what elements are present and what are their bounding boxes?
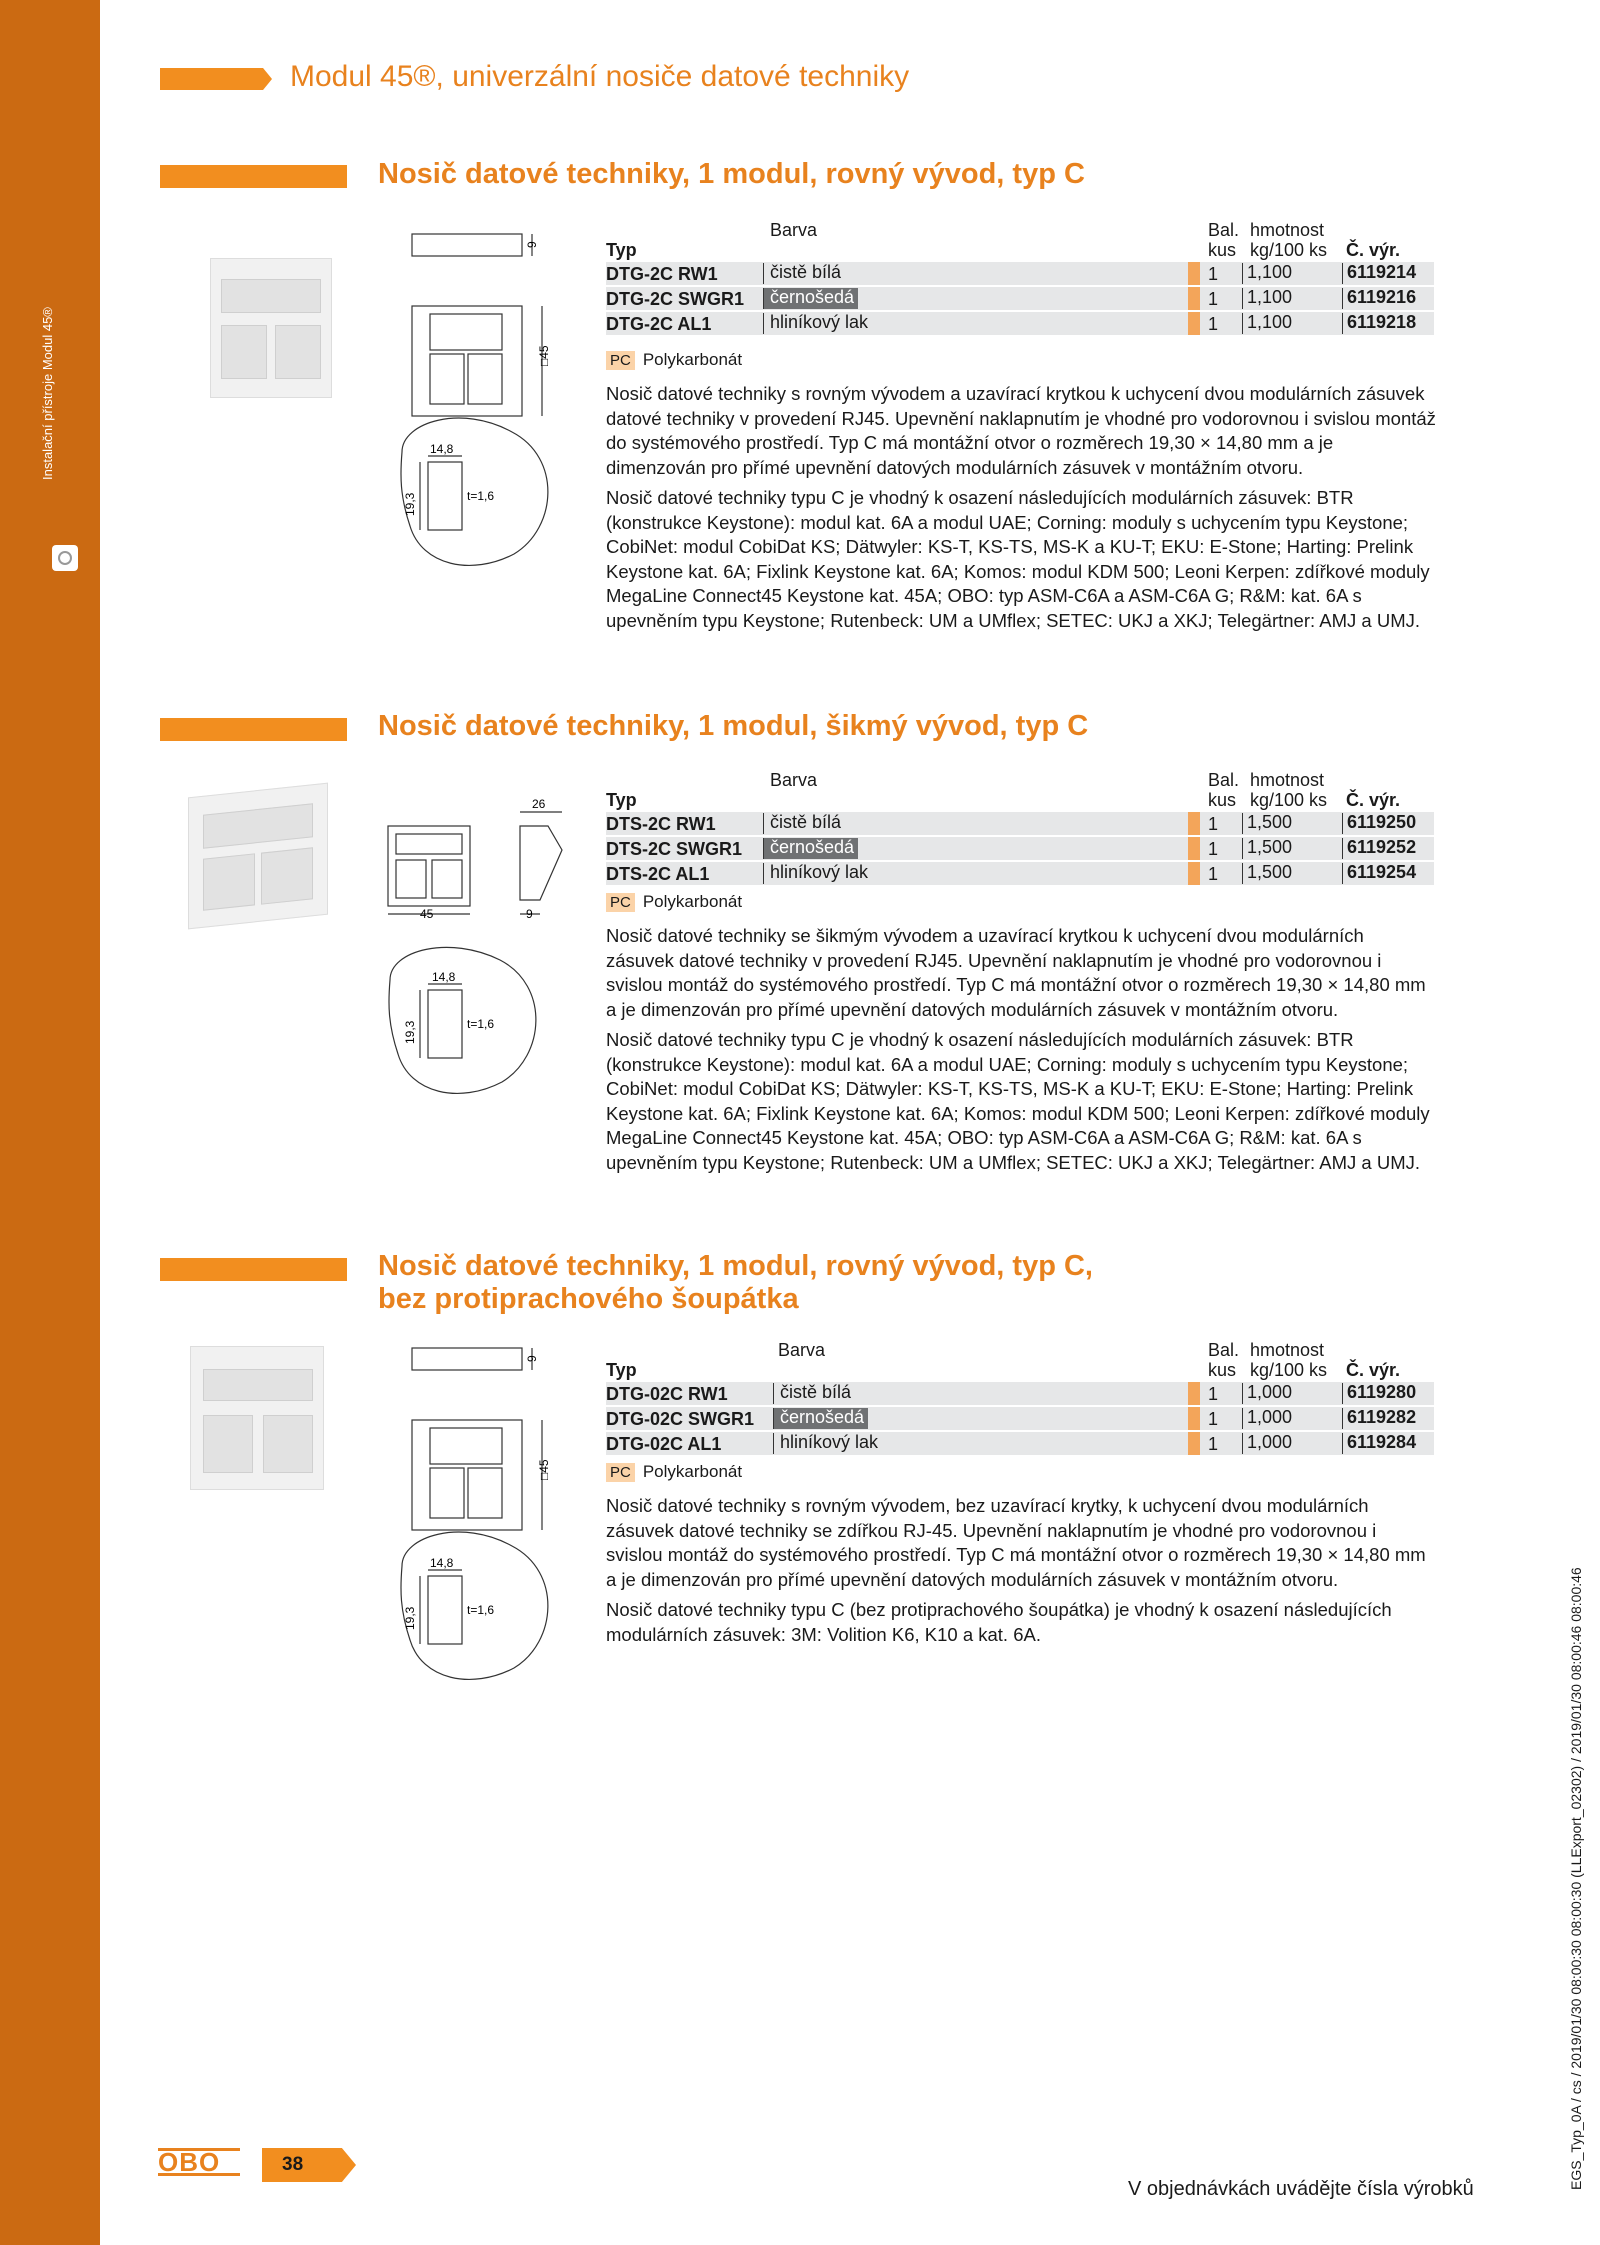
col-kg: kg/100 ks bbox=[1250, 1360, 1328, 1380]
dim-label: □45 bbox=[537, 345, 551, 366]
description: Nosič datové techniky s rovným vývodem, bez uzavírací krytky, k uchycení dvou modulárních zásuvek datové techniky se zdířkou RJ-45. Upevnění naklapnutím je vhodné pro vodorovnou i svislou montáž do systémového prostředí. Typ C má montážní otvor o rozměrech 19,30 × 14,80 mm a je dimenzován pro přímé upevnění datových modulárních zásuvek v montážním otvoru. Nosič datové techniky typu C (bez protiprachového šoupátka) je vhodný k osazení následujících modulárních zásuvek: 3M: Volition K6, K10 a kat. 6A. bbox=[606, 1495, 1426, 1645]
material-note: PC Polykarbonát bbox=[606, 350, 742, 370]
col-hmotnost: hmotnost bbox=[1250, 770, 1325, 790]
col-kus: kus bbox=[1208, 240, 1237, 260]
dim-label: 45 bbox=[420, 907, 434, 921]
sidebar-label: Instalační přístroje Modul 45® bbox=[40, 307, 55, 480]
table-row: DTG-02C SWGR1 černošedá 1 1,000 6119282 bbox=[606, 1407, 1434, 1430]
section-title: Nosič datové techniky, 1 modul, šikmý vývod, typ C bbox=[378, 710, 1089, 742]
dim-label: t=1,6 bbox=[467, 1017, 495, 1031]
socket-icon bbox=[52, 545, 78, 571]
dim-label: 19,3 bbox=[403, 1020, 417, 1044]
col-cislo: Č. výr. bbox=[1346, 1360, 1401, 1380]
page-number: 38 bbox=[282, 2154, 304, 2175]
product-photo bbox=[188, 783, 328, 930]
product-table bbox=[606, 1340, 1434, 1457]
section-title: Nosič datové techniky, 1 modul, rovný vývod, typ C bbox=[378, 158, 1085, 190]
table-row: DTG-02C RW1 čistě bílá 1 1,000 6119280 bbox=[606, 1382, 1434, 1405]
col-typ: Typ bbox=[606, 1360, 637, 1380]
table-row: DTG-2C RW1 čistě bílá 1 1,100 6119214 bbox=[606, 262, 1434, 285]
dim-label: 9 bbox=[525, 1355, 539, 1362]
col-bal: Bal. bbox=[1208, 1340, 1240, 1360]
description: Nosič datové techniky se šikmým vývodem a uzavírací krytkou k uchycení dvou modulárních zásuvek datové techniky v provedení RJ45. Upevnění naklapnutím je vhodné pro vodorovnou i svislou montáž do systémového prostředí. Typ C má montážní otvor o rozměrech 19,30 × 14,80 mm a je dimenzován pro přímé upevnění datových modulárních zásuvek v montážním otvoru. Nosič datové techniky typu C je vhodný k osazení následujících modulárních zásuvek: BTR (konstrukce Keystone): modul kat. 6A a modul UAE; Corning: moduly s uchycením typu Keystone; CobiNet: modul CobiDat KS; Dätwyler: KS-T, KS-TS, MS-K a KU-T; EKU: E-Stone; Harting: Prelink Keystone kat. 6A; Fixlink Keystone kat. 6A; Komos: modul KDM 500; Leoni Kerpen: zdířkové moduly MegaLine Connect45 Keystone kat. 45A; OBO: typ ASM-C6A a ASM-C6A G; R&M: kat. 6A s upevněním typu Keystone; Rutenbeck: UM a UMflex; SETEC: UKJ a XKJ; Telegärtner: AMJ a UMJ. bbox=[606, 925, 1430, 1173]
section-accent-bar bbox=[160, 165, 347, 188]
section-accent-bar bbox=[160, 718, 347, 741]
section-title: Nosič datové techniky, 1 modul, rovný vývod, typ C, bez protiprachového šoupátka bbox=[378, 1250, 1093, 1316]
page-tab bbox=[262, 2148, 356, 2182]
col-cislo: Č. výr. bbox=[1346, 240, 1401, 260]
product-table bbox=[606, 220, 1434, 337]
col-barva: Barva bbox=[778, 1340, 826, 1360]
obo-logo: OBO bbox=[158, 2148, 240, 2176]
dim-label: 19,3 bbox=[403, 1606, 417, 1630]
technical-drawing bbox=[392, 226, 562, 572]
dim-label: □45 bbox=[537, 1459, 551, 1480]
print-metadata: EGS_Typ_0A / cs / 2019/01/30 08:00:30 08:00:30 (LLExport_02302) / 2019/01/30 08:00:46 08:00:46 bbox=[1568, 1567, 1584, 2190]
col-kg: kg/100 ks bbox=[1250, 790, 1328, 810]
dim-label: 9 bbox=[526, 907, 533, 921]
dim-label: t=1,6 bbox=[467, 489, 495, 503]
table-row: DTS-2C SWGR1 černošedá 1 1,500 6119252 bbox=[606, 837, 1434, 860]
col-kus: kus bbox=[1208, 1360, 1237, 1380]
header-accent-bar bbox=[160, 68, 272, 90]
technical-drawing bbox=[392, 1340, 562, 1686]
dim-label: 14,8 bbox=[432, 970, 456, 984]
col-hmotnost: hmotnost bbox=[1250, 220, 1325, 240]
col-kg: kg/100 ks bbox=[1250, 240, 1328, 260]
section-accent-bar bbox=[160, 1258, 347, 1281]
dim-label: 9 bbox=[525, 241, 539, 248]
dim-label: t=1,6 bbox=[467, 1603, 495, 1617]
product-table bbox=[606, 770, 1434, 887]
footer-note: V objednávkách uvádějte čísla výrobků bbox=[1128, 2178, 1474, 2200]
table-row: DTS-2C AL1 hliníkový lak 1 1,500 6119254 bbox=[606, 862, 1434, 885]
material-note: PC Polykarbonát bbox=[606, 1462, 742, 1482]
table-row: DTS-2C RW1 čistě bílá 1 1,500 6119250 bbox=[606, 812, 1434, 835]
dim-label: 19,3 bbox=[403, 492, 417, 516]
col-barva: Barva bbox=[770, 770, 818, 790]
col-kus: kus bbox=[1208, 790, 1237, 810]
col-cislo: Č. výr. bbox=[1346, 790, 1401, 810]
table-row: DTG-02C AL1 hliníkový lak 1 1,000 6119284 bbox=[606, 1432, 1434, 1455]
description: Nosič datové techniky s rovným vývodem a uzavírací krytkou k uchycení dvou modulárních zásuvek datové techniky v provedení RJ45. Upevnění naklapnutím je vhodné pro vodorovnou i svislou montáž do systémového prostředí. Typ C má montážní otvor o rozměrech 19,30 × 14,80 mm a je dimenzován pro přímé upevnění datových modulárních zásuvek v montážním otvoru. Nosič datové techniky typu C je vhodný k osazení následujících modulárních zásuvek: BTR (konstrukce Keystone): modul kat. 6A a modul UAE; Corning: moduly s uchycením typu Keystone; CobiNet: modul CobiDat KS; Dätwyler: KS-T, KS-TS, MS-K a KU-T; EKU: E-Stone; Harting: Prelink Keystone kat. 6A; Fixlink Keystone kat. 6A; Komos: modul KDM 500; Leoni Kerpen: zdířkové moduly MegaLine Connect45 Keystone kat. 45A; OBO: typ ASM-C6A a ASM-C6A G; R&M: kat. 6A s upevněním typu Keystone; Rutenbeck: UM a UMflex; SETEC: UKJ a XKJ; Telegärtner: AMJ a UMJ. bbox=[606, 383, 1436, 631]
product-photo bbox=[210, 258, 332, 398]
product-photo bbox=[190, 1346, 324, 1490]
col-typ: Typ bbox=[606, 790, 637, 810]
technical-drawing bbox=[380, 790, 580, 1170]
table-row: DTG-2C SWGR1 černošedá 1 1,100 6119216 bbox=[606, 287, 1434, 310]
dim-label: 14,8 bbox=[430, 442, 454, 456]
col-typ: Typ bbox=[606, 240, 637, 260]
page-title: Modul 45®, univerzální nosiče datové techniky bbox=[290, 60, 910, 93]
dim-label: 14,8 bbox=[430, 1556, 454, 1570]
col-barva: Barva bbox=[770, 220, 818, 240]
col-hmotnost: hmotnost bbox=[1250, 1340, 1325, 1360]
material-note: PC Polykarbonát bbox=[606, 892, 742, 912]
col-bal: Bal. bbox=[1208, 770, 1240, 790]
dim-label: 26 bbox=[532, 797, 546, 811]
col-bal: Bal. bbox=[1208, 220, 1240, 240]
table-row: DTG-2C AL1 hliníkový lak 1 1,100 6119218 bbox=[606, 312, 1434, 335]
